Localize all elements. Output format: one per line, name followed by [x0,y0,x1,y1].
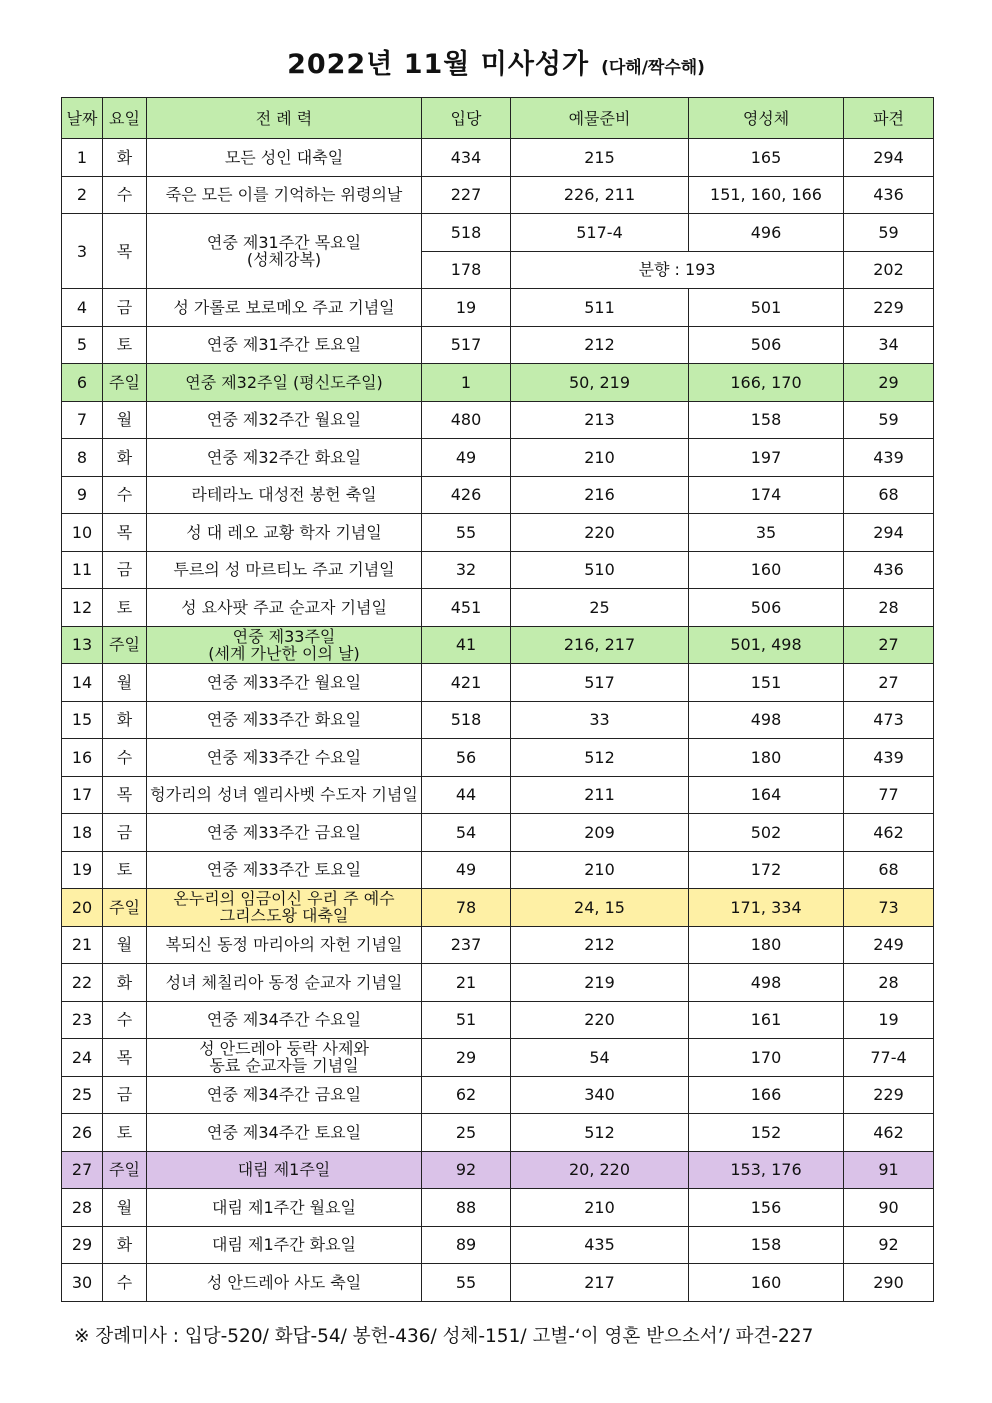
offertory-cell: 220 [511,514,689,552]
communion-cell: 172 [689,851,844,889]
weekday-cell: 수 [103,476,147,514]
table-row [62,739,934,777]
table-row [62,926,934,964]
weekday-cell: 토 [103,1114,147,1152]
table-row [62,326,934,364]
communion-cell: 171, 334 [689,889,844,927]
table-row [62,514,934,552]
liturgy-cell [147,1076,422,1114]
liturgy-line: 성 안드레아 사도 축일 [206,1272,362,1292]
recessional-cell: 462 [844,814,934,852]
liturgy-cell [147,889,422,927]
funeral-mass-footnote: ※ 장례미사 : 입당-520/ 화답-54/ 봉헌-436/ 성체-151/ 고별-‘이 영혼 받으소서’/ 파견-227 [74,1326,814,1347]
weekday-cell: 화 [103,701,147,739]
offertory-cell: 210 [511,851,689,889]
communion-cell: 164 [689,776,844,814]
offertory-cell: 24, 15 [511,889,689,927]
table-row [62,176,934,214]
date-cell: 7 [62,401,103,439]
communion-cell: 158 [689,401,844,439]
entrance-cell: 21 [422,964,511,1002]
recessional-cell: 294 [844,139,934,177]
liturgy-line: 헝가리의 성녀 엘리사벳 수도자 기념일 [150,785,418,805]
recessional-cell: 27 [844,626,934,664]
liturgy-line: 연중 제34주간 금요일 [206,1085,362,1105]
communion-cell: 501 [689,289,844,327]
date-cell: 24 [62,1039,103,1077]
liturgy-cell [147,926,422,964]
date-cell: 17 [62,776,103,814]
communion-cell: 160 [689,551,844,589]
entrance-cell: 89 [422,1226,511,1264]
table-row [62,626,934,664]
liturgy-cell [147,326,422,364]
communion-cell: 498 [689,701,844,739]
header-weekday: 요일 [103,98,147,139]
offertory-cell: 517 [511,664,689,702]
recessional-cell: 290 [844,1264,934,1302]
weekday-cell: 금 [103,551,147,589]
table-header-row [62,98,934,139]
offertory-cell: 217 [511,1264,689,1302]
weekday-cell: 목 [103,776,147,814]
date-cell: 23 [62,1001,103,1039]
communion-cell: 152 [689,1114,844,1152]
date-cell: 2 [62,176,103,214]
weekday-cell: 토 [103,326,147,364]
liturgy-line: 연중 제32주일 (평신도주일) [185,372,383,392]
date-cell: 3 [62,214,103,289]
date-cell: 18 [62,814,103,852]
header-date: 날짜 [62,98,103,139]
liturgy-cell [147,1189,422,1227]
hymn-schedule-table [61,97,934,1302]
offertory-cell: 213 [511,401,689,439]
page-title [0,42,992,81]
table-row [62,551,934,589]
offertory-cell: 226, 211 [511,176,689,214]
liturgy-cell [147,964,422,1002]
liturgy-line: 온누리의 임금이신 우리 주 예수 [173,889,395,909]
weekday-cell: 금 [103,289,147,327]
table-row [62,139,934,177]
date-cell: 1 [62,139,103,177]
liturgy-cell [147,514,422,552]
communion-cell: 498 [689,964,844,1002]
table-body [62,139,934,1302]
liturgy-line: 연중 제33주간 월요일 [206,672,362,692]
table-row [62,589,934,627]
liturgy-line: 대림 제1주간 화요일 [212,1235,356,1255]
table-row [62,401,934,439]
entrance-cell: 51 [422,1001,511,1039]
recessional-cell: 90 [844,1189,934,1227]
liturgy-line: 모든 성인 대축일 [224,147,344,167]
liturgy-cell [147,1264,422,1302]
communion-cell: 197 [689,439,844,477]
entrance-cell: 451 [422,589,511,627]
weekday-cell: 화 [103,139,147,177]
liturgy-cell [147,1226,422,1264]
recessional-cell: 28 [844,589,934,627]
liturgy-cell [147,289,422,327]
entrance-cell: 1 [422,364,511,402]
recessional-cell: 294 [844,514,934,552]
communion-cell: 502 [689,814,844,852]
liturgy-cell [147,439,422,477]
header-liturgy: 전 례 력 [147,98,422,139]
table-row [62,439,934,477]
recessional-cell: 29 [844,364,934,402]
date-cell: 10 [62,514,103,552]
entrance-cell: 55 [422,1264,511,1302]
liturgy-line: 성녀 체칠리아 동정 순교자 기념일 [165,972,403,992]
offertory-cell: 512 [511,1114,689,1152]
offertory-cell: 220 [511,1001,689,1039]
date-cell: 20 [62,889,103,927]
communion-cell: 501, 498 [689,626,844,664]
communion-cell: 166 [689,1076,844,1114]
table-row [62,701,934,739]
weekday-cell: 수 [103,176,147,214]
weekday-cell: 주일 [103,1151,147,1189]
table-row [62,1226,934,1264]
header-entrance: 입당 [422,98,511,139]
table-row [62,1114,934,1152]
liturgy-line: 복되신 동정 마리아의 자헌 기념일 [165,935,403,955]
date-cell: 25 [62,1076,103,1114]
recessional-cell: 77 [844,776,934,814]
liturgy-cell [147,364,422,402]
communion-cell: 165 [689,139,844,177]
entrance-cell: 518 [422,214,511,252]
entrance-cell: 92 [422,1151,511,1189]
weekday-cell: 주일 [103,364,147,402]
communion-cell: 180 [689,926,844,964]
entrance-cell: 434 [422,139,511,177]
liturgy-line: 연중 제33주간 수요일 [206,747,362,767]
offertory-cell: 20, 220 [511,1151,689,1189]
recessional-cell: 91 [844,1151,934,1189]
offertory-cell: 33 [511,701,689,739]
entrance-cell: 88 [422,1189,511,1227]
weekday-cell: 화 [103,1226,147,1264]
offertory-cell: 512 [511,739,689,777]
recessional-cell: 439 [844,439,934,477]
liturgy-cell [147,401,422,439]
liturgy-cell [147,739,422,777]
entrance-cell: 54 [422,814,511,852]
communion-cell: 174 [689,476,844,514]
liturgy-line: 라테라노 대성전 봉헌 축일 [191,485,377,505]
communion-cell: 156 [689,1189,844,1227]
table-row [62,1151,934,1189]
entrance-cell: 517 [422,326,511,364]
weekday-cell: 주일 [103,889,147,927]
recessional-cell: 59 [844,401,934,439]
liturgy-line: 죽은 모든 이를 기억하는 위령의날 [165,185,403,205]
offertory-cell: 25 [511,589,689,627]
liturgy-cell [147,1151,422,1189]
liturgy-line: 성 대 레오 교황 학자 기념일 [186,522,382,542]
weekday-cell: 화 [103,964,147,1002]
weekday-cell: 월 [103,664,147,702]
offertory-cell: 54 [511,1039,689,1077]
entrance-cell: 56 [422,739,511,777]
entrance-cell: 19 [422,289,511,327]
liturgy-cell [147,214,422,289]
liturgy-line: 성 안드레아 둥락 사제와 [199,1039,369,1059]
liturgy-cell [147,664,422,702]
table-row [62,1189,934,1227]
communion-cell: 506 [689,589,844,627]
liturgy-cell [147,139,422,177]
date-cell: 21 [62,926,103,964]
liturgy-cell [147,626,422,664]
liturgy-line: 연중 제33주간 토요일 [206,860,362,880]
table-row [62,814,934,852]
communion-cell: 170 [689,1039,844,1077]
date-cell: 28 [62,1189,103,1227]
weekday-cell: 주일 [103,626,147,664]
weekday-cell: 목 [103,214,147,289]
liturgy-line: 그리스도왕 대축일 [219,906,349,926]
entrance-cell: 44 [422,776,511,814]
table-row [62,776,934,814]
weekday-cell: 수 [103,739,147,777]
weekday-cell: 수 [103,1001,147,1039]
entrance-cell: 62 [422,1076,511,1114]
recessional-cell: 27 [844,664,934,702]
communion-cell: 153, 176 [689,1151,844,1189]
liturgy-cell [147,1039,422,1077]
recessional-cell: 73 [844,889,934,927]
entrance-cell: 227 [422,176,511,214]
weekday-cell: 금 [103,814,147,852]
weekday-cell: 수 [103,1264,147,1302]
liturgy-cell [147,851,422,889]
offertory-cell: 50, 219 [511,364,689,402]
communion-cell: 506 [689,326,844,364]
weekday-cell: 금 [103,1076,147,1114]
liturgy-line: 연중 제31주간 토요일 [206,335,362,355]
entrance-cell: 178 [422,251,511,289]
liturgy-line: 성 요사팟 주교 순교자 기념일 [181,597,387,617]
table-row [62,214,934,252]
recessional-cell: 229 [844,1076,934,1114]
title-subtitle: (다해/짝수해) [601,58,705,78]
weekday-cell: 토 [103,589,147,627]
recessional-cell: 436 [844,551,934,589]
header-communion: 영성체 [689,98,844,139]
weekday-cell: 목 [103,514,147,552]
date-cell: 13 [62,626,103,664]
communion-cell: 166, 170 [689,364,844,402]
entrance-cell: 32 [422,551,511,589]
date-cell: 29 [62,1226,103,1264]
date-cell: 19 [62,851,103,889]
table-row [62,889,934,927]
recessional-cell: 439 [844,739,934,777]
header-offertory: 예물준비 [511,98,689,139]
communion-cell: 35 [689,514,844,552]
liturgy-cell [147,1001,422,1039]
recessional-cell: 473 [844,701,934,739]
date-cell: 11 [62,551,103,589]
weekday-cell: 화 [103,439,147,477]
recessional-cell: 92 [844,1226,934,1264]
liturgy-cell [147,814,422,852]
communion-cell: 180 [689,739,844,777]
offertory-cell: 340 [511,1076,689,1114]
date-cell: 16 [62,739,103,777]
entrance-cell: 78 [422,889,511,927]
liturgy-line: 연중 제32주간 월요일 [206,410,362,430]
entrance-cell: 421 [422,664,511,702]
entrance-cell: 41 [422,626,511,664]
entrance-cell: 49 [422,851,511,889]
liturgy-cell [147,1114,422,1152]
liturgy-line: 연중 제33주일 [232,626,336,646]
table-row [62,289,934,327]
liturgy-line: 동료 순교자들 기념일 [209,1056,359,1076]
offertory-cell: 219 [511,964,689,1002]
liturgy-line: 연중 제34주간 토요일 [206,1122,362,1142]
date-cell: 14 [62,664,103,702]
communion-cell: 151, 160, 166 [689,176,844,214]
liturgy-cell [147,176,422,214]
offertory-cell: 210 [511,1189,689,1227]
liturgy-line: 대림 제1주일 [237,1160,331,1180]
weekday-cell: 토 [103,851,147,889]
communion-cell: 151 [689,664,844,702]
offertory-cell: 435 [511,1226,689,1264]
table-row [62,364,934,402]
offertory-cell: 210 [511,439,689,477]
weekday-cell: 월 [103,401,147,439]
liturgy-cell [147,551,422,589]
recessional-cell: 68 [844,476,934,514]
liturgy-line: 연중 제31주간 목요일 [206,233,362,252]
table-row [62,664,934,702]
entrance-cell: 480 [422,401,511,439]
incense-cell: 분향 : 193 [511,251,844,289]
weekday-cell: 월 [103,926,147,964]
liturgy-line: 대림 제1주간 월요일 [212,1197,356,1217]
table-row [62,476,934,514]
weekday-cell: 목 [103,1039,147,1077]
offertory-cell: 212 [511,926,689,964]
header-recessional: 파견 [844,98,934,139]
liturgy-line: 연중 제33주간 화요일 [206,710,362,730]
entrance-cell: 426 [422,476,511,514]
weekday-cell: 월 [103,1189,147,1227]
offertory-cell: 209 [511,814,689,852]
offertory-cell: 216, 217 [511,626,689,664]
date-cell: 9 [62,476,103,514]
entrance-cell: 55 [422,514,511,552]
table-row [62,1001,934,1039]
offertory-cell: 517-4 [511,214,689,252]
communion-cell: 160 [689,1264,844,1302]
recessional-cell: 202 [844,251,934,289]
liturgy-line: (세계 가난한 이의 날) [208,643,360,663]
offertory-cell: 511 [511,289,689,327]
entrance-cell: 49 [422,439,511,477]
offertory-cell: 212 [511,326,689,364]
table-row [62,1076,934,1114]
recessional-cell: 59 [844,214,934,252]
liturgy-line: 성 가롤로 보로메오 주교 기념일 [173,297,395,317]
entrance-cell: 518 [422,701,511,739]
liturgy-cell [147,476,422,514]
recessional-cell: 19 [844,1001,934,1039]
date-cell: 26 [62,1114,103,1152]
offertory-cell: 510 [511,551,689,589]
offertory-cell: 216 [511,476,689,514]
table-row [62,964,934,1002]
liturgy-cell [147,776,422,814]
table-row [62,1039,934,1077]
recessional-cell: 77-4 [844,1039,934,1077]
date-cell: 6 [62,364,103,402]
date-cell: 15 [62,701,103,739]
liturgy-line: 연중 제33주간 금요일 [206,822,362,842]
date-cell: 5 [62,326,103,364]
liturgy-cell [147,589,422,627]
liturgy-line: 투르의 성 마르티노 주교 기념일 [173,560,395,580]
table-row [62,1264,934,1302]
recessional-cell: 229 [844,289,934,327]
entrance-cell: 25 [422,1114,511,1152]
offertory-cell: 211 [511,776,689,814]
recessional-cell: 436 [844,176,934,214]
date-cell: 8 [62,439,103,477]
recessional-cell: 249 [844,926,934,964]
communion-cell: 158 [689,1226,844,1264]
recessional-cell: 68 [844,851,934,889]
table-row [62,851,934,889]
liturgy-line: 연중 제32주간 화요일 [206,447,362,467]
recessional-cell: 462 [844,1114,934,1152]
entrance-cell: 237 [422,926,511,964]
date-cell: 12 [62,589,103,627]
liturgy-line: 연중 제34주간 수요일 [206,1010,362,1030]
date-cell: 22 [62,964,103,1002]
offertory-cell: 215 [511,139,689,177]
date-cell: 27 [62,1151,103,1189]
title-text: 2022년 11월 미사성가 [287,49,590,80]
recessional-cell: 34 [844,326,934,364]
communion-cell: 161 [689,1001,844,1039]
liturgy-cell [147,701,422,739]
entrance-cell: 29 [422,1039,511,1077]
date-cell: 4 [62,289,103,327]
communion-cell: 496 [689,214,844,252]
date-cell: 30 [62,1264,103,1302]
recessional-cell: 28 [844,964,934,1002]
liturgy-line: (성체강복) [246,250,322,269]
